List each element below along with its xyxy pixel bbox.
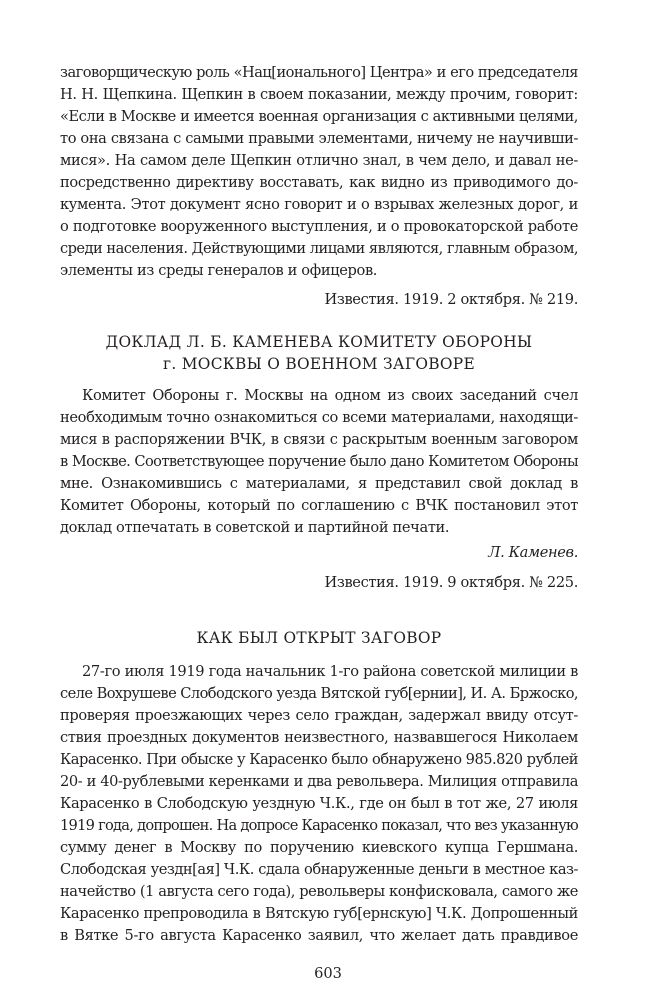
body-line: Карасенко в Слободскую уездную Ч.К., где он был в тот же, 27 июля [60, 795, 578, 812]
body-line: проверяя проезжающих через село граждан, задержал ввиду отсут- [60, 707, 578, 724]
source-citation: Известия. 1919. 9 октября. № 225. [324, 574, 578, 591]
body-line: мися в распоряжении ВЧК, в связи с раскрытым военным заговором [60, 431, 578, 448]
body-line: заговорщическую роль «Нац[ионального] Центра» и его председателя [60, 64, 578, 81]
body-line: мне. Ознакомившись с материалами, я представил свой доклад в [60, 475, 578, 492]
body-line: доклад отпечатать в советской и партийной печати. [60, 519, 450, 536]
body-line: то она связана с самыми правыми элементами, ничему не научивши- [60, 130, 578, 147]
body-line: о подготовке вооруженного выступления, и о провокаторской работе [60, 218, 578, 235]
body-line: 20- и 40-рублевыми керенками и два револьвера. Милиция отправила [60, 773, 578, 790]
body-line: кумента. Этот документ ясно говорит и о взрывах железных дорог, и [60, 196, 578, 213]
body-line: Карасенко препроводила в Вятскую губ[ернскую] Ч.К. Допрошенный [60, 905, 578, 922]
body-line: в Москве. Соответствующее поручение было дано Комитетом Обороны [60, 453, 578, 470]
body-line: посредственно директиву восставать, как видно из приводимого до- [60, 174, 578, 191]
body-line: сумму денег в Москву по поручению киевского купца Гершмана. [60, 839, 578, 856]
body-line: селе Вохрушеве Слободского уезда Вятской губ[ернии], И. А. Бржоско, [60, 685, 578, 702]
body-line: среди населения. Действующими лицами являются, главным образом, [60, 240, 578, 257]
body-line: ствия проездных документов неизвестного, назвавшегося Николаем [60, 729, 578, 746]
body-line: мися». На самом деле Щепкин отлично знал, в чем дело, и давал не- [60, 152, 578, 169]
body-line: «Если в Москве и имеется военная организация с активными целями, [60, 108, 578, 125]
body-line: Комитет Обороны, который по соглашению с ВЧК постановил этот [60, 497, 578, 514]
source-citation: Известия. 1919. 2 октября. № 219. [324, 291, 578, 308]
body-line: Слободская уездн[ая] Ч.К. сдала обнаруженные деньги в местное каз- [60, 861, 578, 878]
section-title: КАК БЫЛ ОТКРЫТ ЗАГОВОР [196, 629, 442, 647]
body-line: Карасенко. При обыске у Карасенко было обнаружено 985.820 рублей [60, 751, 578, 768]
body-line: элементы из среды генералов и офицеров. [60, 262, 378, 279]
body-line: в Вятке 5-го августа Карасенко заявил, что желает дать правдивое [60, 927, 578, 944]
signature: Л. Каменев. [488, 544, 578, 561]
body-line: 27-го июля 1919 года начальник 1-го района советской милиции в [82, 663, 578, 680]
section-title: г. МОСКВЫ О ВОЕННОМ ЗАГОВОРЕ [162, 355, 475, 373]
body-line: необходимым точно ознакомиться со всеми материалами, находящи- [60, 409, 578, 426]
page-number: 603 [314, 965, 342, 982]
body-line: начейство (1 августа сего года), револьверы конфисковала, самого же [60, 883, 578, 900]
body-line: Н. Н. Щепкина. Щепкин в своем показании, между прочим, говорит: [60, 86, 578, 103]
section-title: ДОКЛАД Л. Б. КАМЕНЕВА КОМИТЕТУ ОБОРОНЫ [105, 333, 533, 351]
body-line: Комитет Обороны г. Москвы на одном из своих заседаний счел [82, 387, 578, 404]
body-line: 1919 года, допрошен. На допросе Карасенко показал, что вез указанную [60, 817, 578, 834]
